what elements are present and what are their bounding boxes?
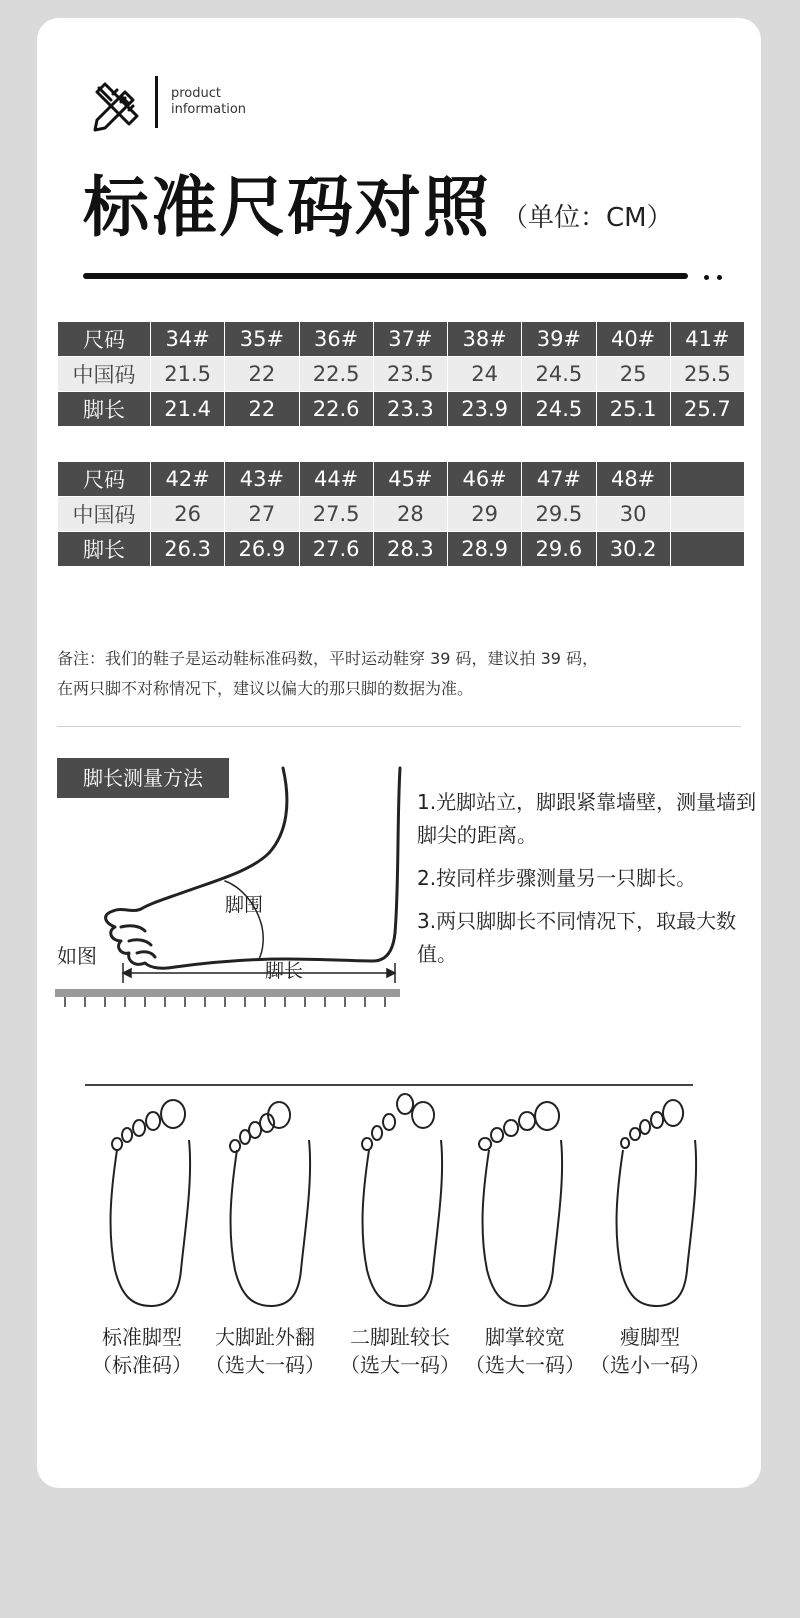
- foot-type-label: [585, 1323, 715, 1379]
- figure-label: 如图: [57, 944, 97, 968]
- size-cell: 22: [225, 392, 299, 427]
- rule-dot: [704, 275, 709, 280]
- brand-divider: [155, 76, 158, 128]
- size-cell: 29.6: [522, 532, 596, 567]
- step-3: 3.两只脚脚长不同情况下，取最大数值。: [417, 909, 737, 966]
- row-header: 中国码: [58, 497, 151, 532]
- size-cell: 30.2: [596, 532, 670, 567]
- size-cell: 25: [596, 357, 670, 392]
- size-cell: 42#: [151, 462, 225, 497]
- size-cell: 37#: [373, 322, 447, 357]
- size-cell: [670, 532, 744, 567]
- foot-side-illustration: [55, 763, 405, 1008]
- size-cell: 21.5: [151, 357, 225, 392]
- size-cell: 36#: [299, 322, 373, 357]
- size-cell: 29: [448, 497, 522, 532]
- row-header: 尺码: [58, 322, 151, 357]
- size-cell: 27: [225, 497, 299, 532]
- size-cell: 40#: [596, 322, 670, 357]
- size-cell: 25.1: [596, 392, 670, 427]
- note: [57, 644, 737, 704]
- size-cell: 34#: [151, 322, 225, 357]
- foot-outline: [469, 1080, 579, 1312]
- size-cell: 30: [596, 497, 670, 532]
- foot-type-name: 瘦脚型: [620, 1325, 680, 1349]
- pencil-ruler-icon: [91, 80, 147, 132]
- size-cell: 35#: [225, 322, 299, 357]
- size-cell: 26.3: [151, 532, 225, 567]
- step-1: 1.光脚站立，脚跟紧靠墙壁，测量墙到脚尖的距离。: [417, 790, 757, 847]
- foot-type-name: 大脚趾外翻: [215, 1325, 315, 1349]
- size-cell: 25.5: [670, 357, 744, 392]
- foot-outline: [97, 1080, 207, 1312]
- step-2: 2.按同样步骤测量另一只脚长。: [417, 866, 697, 890]
- size-cell: [670, 497, 744, 532]
- foot-type-advice: （选小一码）: [590, 1353, 710, 1377]
- size-cell: 46#: [448, 462, 522, 497]
- foot-outline: [217, 1080, 327, 1312]
- size-cell: 48#: [596, 462, 670, 497]
- brand-text: [171, 86, 291, 118]
- size-table-row: [58, 322, 745, 357]
- size-cell: 23.3: [373, 392, 447, 427]
- foot-type-name: 脚掌较宽: [485, 1325, 565, 1349]
- foot-type-name: 标准脚型: [102, 1325, 182, 1349]
- size-cell: 22: [225, 357, 299, 392]
- size-cell: 29.5: [522, 497, 596, 532]
- size-table-row: [58, 357, 745, 392]
- size-table-row: [58, 532, 745, 567]
- measure-steps: [417, 786, 757, 981]
- size-cell: 26: [151, 497, 225, 532]
- length-label: 脚长: [265, 960, 304, 982]
- row-header: 中国码: [58, 357, 151, 392]
- size-cell: 41#: [670, 322, 744, 357]
- foot-type-advice: （选大一码）: [465, 1353, 585, 1377]
- size-cell: 24.5: [522, 357, 596, 392]
- size-cell: 22.6: [299, 392, 373, 427]
- note-line-2: 在两只脚不对称情况下，建议以偏大的那只脚的数据为准。: [57, 679, 474, 698]
- size-cell: 28.9: [448, 532, 522, 567]
- size-cell: 25.7: [670, 392, 744, 427]
- brand-line-1: product: [171, 86, 222, 101]
- size-cell: 27.5: [299, 497, 373, 532]
- size-table-row: [58, 462, 745, 497]
- row-header: 脚长: [58, 392, 151, 427]
- rule-dot: [717, 275, 722, 280]
- unit-label: （单位：CM）: [502, 203, 673, 233]
- size-cell: 47#: [522, 462, 596, 497]
- foot-outline: [349, 1080, 459, 1312]
- foot-type-label: [460, 1323, 590, 1379]
- section-divider: [57, 726, 741, 727]
- size-cell: 28.3: [373, 532, 447, 567]
- row-header: 脚长: [58, 532, 151, 567]
- size-table-2: [57, 461, 745, 567]
- size-cell: 22.5: [299, 357, 373, 392]
- foot-type-label: [200, 1323, 330, 1379]
- size-cell: 21.4: [151, 392, 225, 427]
- girth-label: 脚围: [225, 894, 264, 916]
- size-table-row: [58, 497, 745, 532]
- size-cell: 45#: [373, 462, 447, 497]
- size-cell: 28: [373, 497, 447, 532]
- foot-types-row: [85, 1080, 725, 1310]
- foot-type-advice: （选大一码）: [340, 1353, 460, 1377]
- size-cell: [670, 462, 744, 497]
- foot-type-label: [77, 1323, 207, 1379]
- size-cell: 23.5: [373, 357, 447, 392]
- foot-type-name: 二脚趾较长: [350, 1325, 450, 1349]
- row-header: 尺码: [58, 462, 151, 497]
- page-title: 标准尺码对照: [83, 169, 491, 246]
- brand-line-2: information: [171, 102, 247, 117]
- title-rule: [83, 273, 688, 279]
- method-tag: 脚长测量方法: [57, 758, 229, 798]
- note-line-1: 备注：我们的鞋子是运动鞋标准码数，平时运动鞋穿 39 码，建议拍 39 码，: [57, 649, 599, 668]
- foot-type-advice: （选大一码）: [205, 1353, 325, 1377]
- foot-outline: [603, 1080, 713, 1312]
- foot-type-label: [335, 1323, 465, 1379]
- size-cell: 24.5: [522, 392, 596, 427]
- size-guide-card: [37, 18, 761, 1488]
- size-cell: 23.9: [448, 392, 522, 427]
- size-table-1: [57, 321, 745, 427]
- size-cell: 27.6: [299, 532, 373, 567]
- size-cell: 43#: [225, 462, 299, 497]
- size-table-row: [58, 392, 745, 427]
- foot-type-advice: （标准码）: [92, 1353, 192, 1377]
- size-cell: 44#: [299, 462, 373, 497]
- size-cell: 24: [448, 357, 522, 392]
- size-cell: 26.9: [225, 532, 299, 567]
- size-cell: 39#: [522, 322, 596, 357]
- size-cell: 38#: [448, 322, 522, 357]
